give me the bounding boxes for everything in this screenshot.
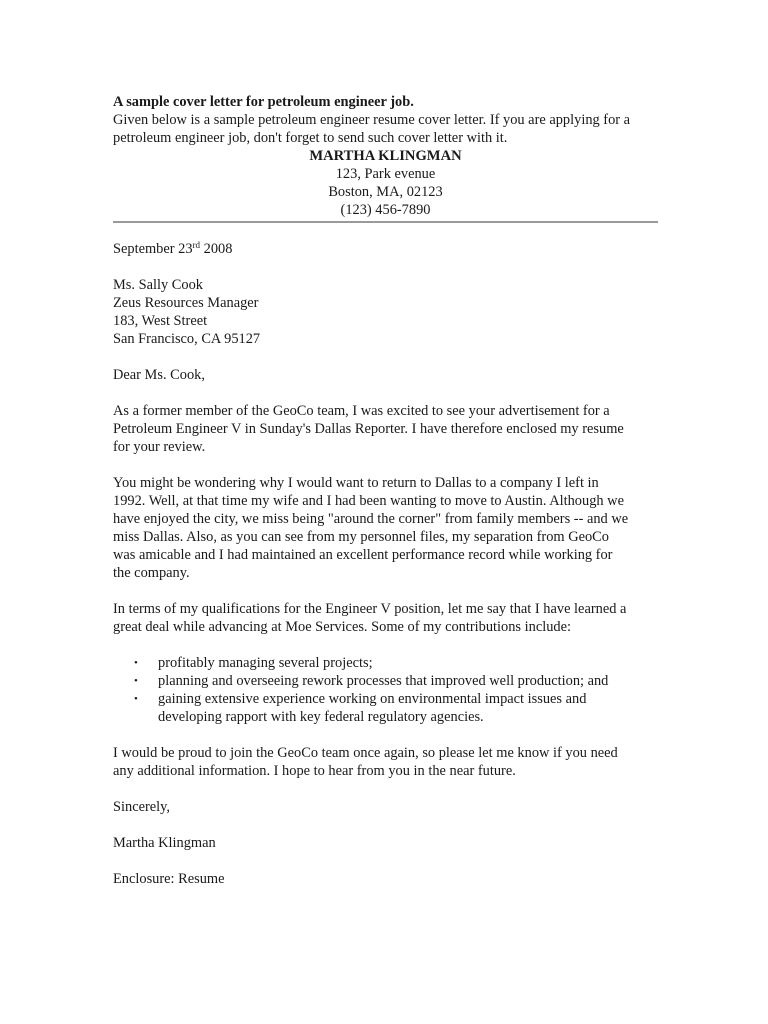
recipient-title: Zeus Resources Manager [113,295,259,311]
paragraph-line: 1992. Well, at that time my wife and I had been wanting to move to Austin. Although we [113,493,624,509]
paragraph-1 [113,402,658,456]
date-month-day: September 23 [113,241,193,257]
paragraph-line: was amicable and I had maintained an excellent performance record while working for [113,547,613,563]
intro-line: Given below is a sample petroleum engineer resume cover letter. If you are applying for a [113,112,631,128]
paragraph-line: I would be proud to join the GeoCo team once again, so please let me know if you need [113,745,618,761]
paragraph-line: the company. [113,565,190,581]
sender-block [113,147,658,219]
sender-phone: (123) 456-7890 [340,202,431,218]
sender-city: Boston, MA, 02123 [328,184,443,200]
paragraph-4 [113,744,658,780]
enclosure-note: Enclosure: Resume [113,871,225,887]
recipient-block [113,276,658,348]
list-item [134,690,658,726]
sender-name: MARTHA KLINGMAN [309,148,462,164]
paragraph-line: You might be wondering why I would want to return to Dallas to a company I left in [113,475,599,491]
list-item-text: profitably managing several projects; [158,655,373,671]
recipient-city: San Francisco, CA 95127 [113,331,261,347]
paragraph-3 [113,600,658,636]
salutation: Dear Ms. Cook, [113,367,205,383]
contributions-list [113,654,658,726]
intro-text [113,111,658,147]
paragraph-line: In terms of my qualifications for the Engineer V position, let me say that I have learned a [113,601,627,617]
recipient-street: 183, West Street [113,313,208,329]
paragraph-line: for your review. [113,439,206,455]
list-item-text: developing rapport with key federal regulatory agencies. [158,709,484,725]
list-item-text: planning and overseeing rework processes that improved well production; and [158,673,609,689]
recipient-name: Ms. Sally Cook [113,277,203,293]
paragraph-line: miss Dallas. Also, as you can see from my personnel files, my separation from GeoCo [113,529,609,545]
header-divider [113,221,658,223]
paragraph-line: Petroleum Engineer V in Sunday's Dallas Reporter. I have therefore enclosed my resume [113,421,624,437]
paragraph-line: As a former member of the GeoCo team, I was excited to see your advertisement for a [113,403,610,419]
date-year: 2008 [200,241,233,257]
bullet-icon: • [134,693,138,705]
closing: Sincerely, [113,799,171,815]
letter-date [113,240,658,258]
signature-name: Martha Klingman [113,835,216,851]
list-item-text: gaining extensive experience working on environmental impact issues and [158,691,587,707]
bullet-icon: • [134,675,138,687]
paragraph-line: any additional information. I hope to hear from you in the near future. [113,763,516,779]
date-suffix: rd [192,240,201,250]
cover-letter-document [113,93,658,906]
paragraph-line: have enjoyed the city, we miss being "around the corner" from family members -- and we [113,511,629,527]
paragraph-2 [113,474,658,582]
bullet-icon: • [134,657,138,669]
paragraph-line: great deal while advancing at Moe Services. Some of my contributions include: [113,619,571,635]
sender-street: 123, Park evenue [335,166,436,182]
intro-line: petroleum engineer job, don't forget to send such cover letter with it. [113,130,508,146]
document-title: A sample cover letter for petroleum engineer job. [113,94,414,110]
list-item [134,672,658,690]
list-item [134,654,658,672]
